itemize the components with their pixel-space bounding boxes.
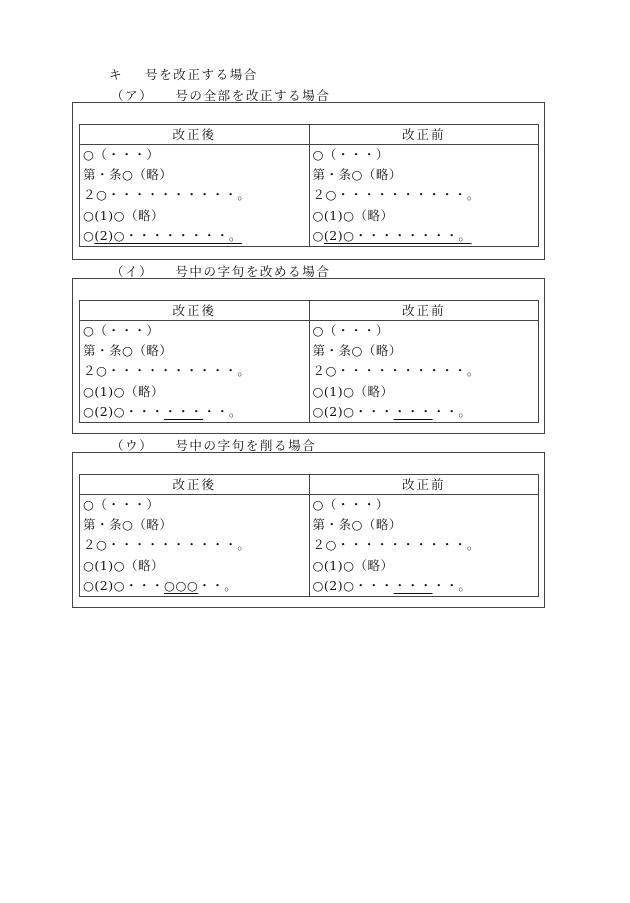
section-frame [72, 452, 545, 608]
after-cell [80, 145, 310, 247]
section-marker: （ウ） [111, 438, 154, 453]
main-heading [109, 65, 258, 83]
comparison-table [79, 300, 539, 423]
before-line: ○（・・・） [312, 497, 389, 512]
before-last-prefix: ○ [312, 227, 324, 243]
after-cell [80, 495, 310, 597]
col-header-before: 改正前 [309, 125, 539, 145]
section-marker: （イ） [111, 264, 154, 279]
before-last-line [310, 402, 539, 422]
after-line: ○（・・・） [83, 323, 160, 338]
after-line: 第・条○（略） [83, 167, 173, 183]
before-line: ○(1)○（略） [312, 207, 394, 223]
before-line: ○(1)○（略） [312, 383, 394, 399]
before-underlined-text: (2)○・・・・・・・・。 [323, 227, 472, 243]
before-line: 第・条○（略） [312, 167, 402, 183]
comparison-table [79, 124, 539, 247]
after-last-line [80, 226, 309, 246]
before-line: ２○・・・・・・・・・・。 [312, 363, 480, 379]
before-line: ２○・・・・・・・・・・。 [312, 187, 480, 203]
after-underlined-text: ・・・ [164, 403, 204, 419]
after-cell [80, 321, 310, 423]
after-last-prefix: ○ [83, 227, 95, 243]
before-cell [309, 495, 539, 597]
before-line: 第・条○（略） [312, 517, 402, 533]
after-last-line [80, 576, 309, 596]
before-underlined-text: ・・・ [393, 403, 433, 419]
col-header-after: 改正後 [80, 125, 310, 145]
before-last-suffix: ・・。 [432, 403, 472, 419]
col-header-before: 改正前 [309, 475, 539, 495]
before-last-prefix: ○(2)○・・・ [312, 577, 394, 593]
before-last-line [310, 576, 539, 596]
section-frame [72, 278, 545, 434]
after-last-prefix: ○(2)○・・・ [83, 577, 165, 593]
main-heading-marker: キ [109, 67, 124, 82]
section-frame [72, 102, 545, 260]
after-line: ○(1)○（略） [83, 383, 165, 399]
after-last-suffix: ・・。 [203, 403, 243, 419]
after-line: 第・条○（略） [83, 517, 173, 533]
section-title: 号の全部を改正する場合 [175, 88, 331, 103]
after-line: ２○・・・・・・・・・・。 [83, 363, 251, 379]
after-last-prefix: ○(2)○・・・ [83, 403, 165, 419]
after-line: ○(1)○（略） [83, 557, 165, 573]
after-last-suffix: ・・。 [198, 577, 238, 593]
section-title: 号中の字句を削る場合 [175, 438, 317, 453]
before-cell [309, 321, 539, 423]
before-line: ２○・・・・・・・・・・。 [312, 537, 480, 553]
comparison-table [79, 474, 539, 597]
col-header-after: 改正後 [80, 301, 310, 321]
before-line: 第・条○（略） [312, 343, 402, 359]
before-cell [309, 145, 539, 247]
after-last-line [80, 402, 309, 422]
after-line: ○（・・・） [83, 147, 160, 162]
col-header-after: 改正後 [80, 475, 310, 495]
after-line: ○(1)○（略） [83, 207, 165, 223]
after-underlined-text: (2)○・・・・・・・・。 [94, 227, 243, 243]
before-line: ○（・・・） [312, 323, 389, 338]
before-last-suffix: ・・。 [432, 577, 472, 593]
after-line: ２○・・・・・・・・・・。 [83, 537, 251, 553]
after-line: ２○・・・・・・・・・・。 [83, 187, 251, 203]
before-line: ○(1)○（略） [312, 557, 394, 573]
before-underlined-text: ・・・ [393, 577, 433, 593]
after-line: ○（・・・） [83, 497, 160, 512]
before-line: ○（・・・） [312, 147, 389, 162]
before-last-prefix: ○(2)○・・・ [312, 403, 394, 419]
section-marker: （ア） [111, 88, 154, 103]
after-underlined-text: ○○○ [164, 577, 199, 593]
main-heading-text: 号を改正する場合 [145, 67, 258, 82]
col-header-before: 改正前 [309, 301, 539, 321]
after-line: 第・条○（略） [83, 343, 173, 359]
section-title: 号中の字句を改める場合 [175, 264, 331, 279]
before-last-line [310, 226, 539, 246]
